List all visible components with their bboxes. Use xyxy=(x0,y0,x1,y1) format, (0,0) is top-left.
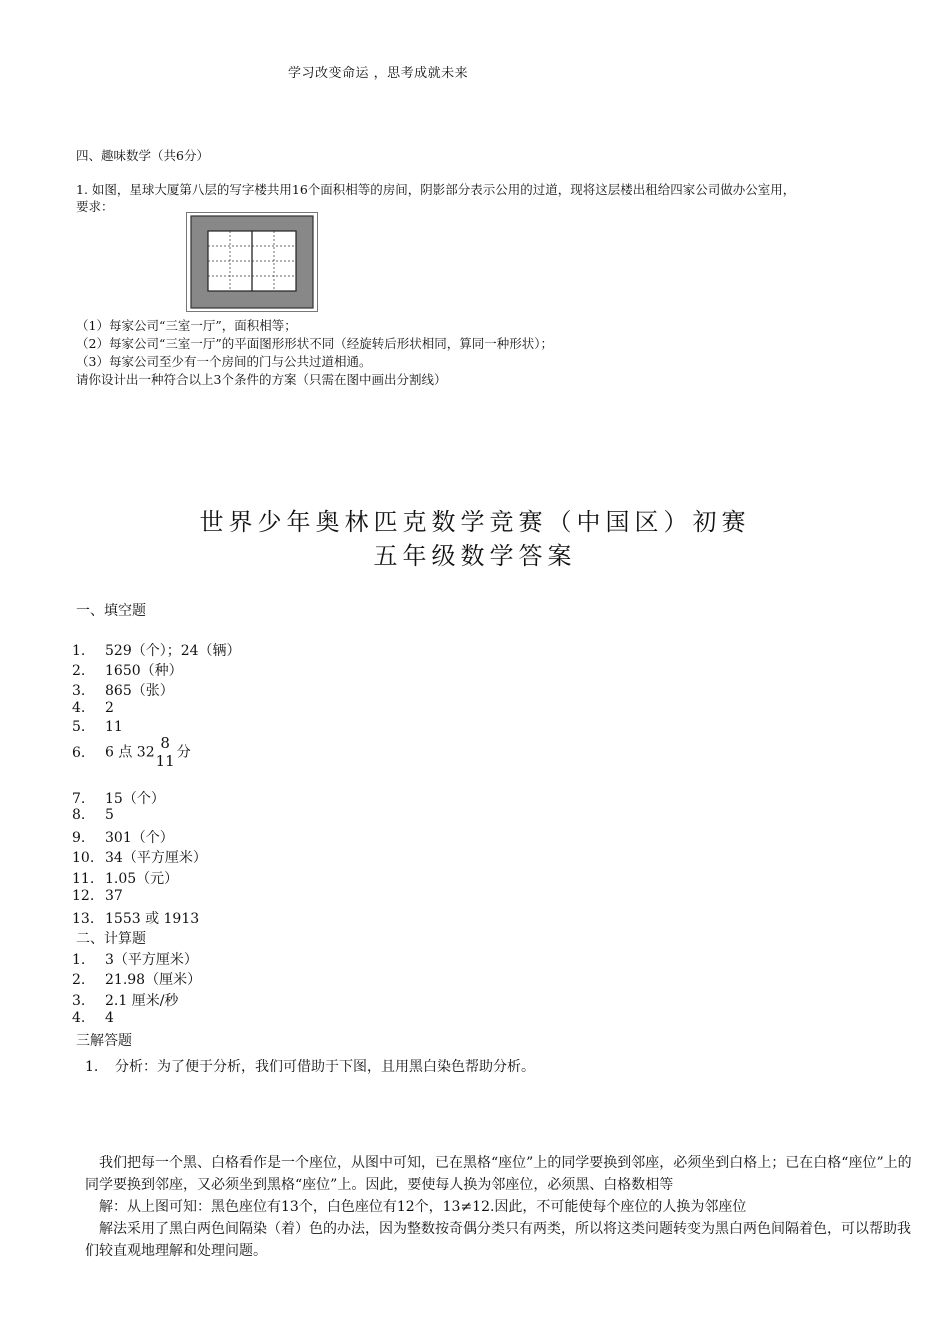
condition-3: （3）每家公司至少有一个房间的门与公共过道相通。 xyxy=(76,354,372,369)
item-number: 6. xyxy=(72,744,86,761)
list-item xyxy=(72,908,199,928)
answer-title-line2: 五年级数学答案 xyxy=(373,542,577,570)
list-item xyxy=(72,788,165,808)
item-answer: 11 xyxy=(105,719,123,735)
item-number: 11. xyxy=(72,871,95,887)
list-item xyxy=(72,680,174,700)
item-answer: 15（个） xyxy=(105,791,165,807)
list-item xyxy=(72,1010,114,1026)
item-answer-prefix: 6 点 32 xyxy=(105,744,155,761)
problem-text-line2: 要求： xyxy=(76,199,114,214)
fraction-denominator: 11 xyxy=(155,752,175,770)
part2-heading: 二、计算题 xyxy=(76,931,146,947)
item-answer: 2 xyxy=(105,700,114,716)
list-item xyxy=(72,969,201,989)
fraction-numerator: 8 xyxy=(160,734,170,752)
item-answer: 301（个） xyxy=(105,830,174,846)
item-answer: 1650（种） xyxy=(105,663,183,679)
item-number: 1. xyxy=(85,1059,99,1075)
item-answer: 5 xyxy=(105,807,114,823)
item-number: 8. xyxy=(72,807,86,823)
item-number: 12. xyxy=(72,888,95,904)
part3-heading: 三解答题 xyxy=(76,1033,132,1049)
item-answer: 2.1 厘米/秒 xyxy=(105,993,179,1009)
item-number: 7. xyxy=(72,791,86,807)
item-answer: 3（平方厘米） xyxy=(105,952,198,968)
floor-plan-figure xyxy=(186,212,318,312)
item-answer: 1.05（元） xyxy=(105,871,179,887)
list-item xyxy=(72,827,174,847)
list-item xyxy=(85,1056,535,1076)
list-item-fraction xyxy=(72,736,191,769)
list-item xyxy=(72,660,183,680)
item-number: 1. xyxy=(72,952,86,968)
item-number: 13. xyxy=(72,911,95,927)
part1-heading: 一、填空题 xyxy=(76,603,146,619)
list-item xyxy=(72,700,114,716)
condition-2: （2）每家公司“三室一厅”的平面图形形状不同（经旋转后形状相同，算同一种形状）； xyxy=(76,336,553,351)
list-item xyxy=(72,719,123,735)
item-answer: 529（个）；24（辆） xyxy=(105,643,241,659)
page-header: 学习改变命运 ，思考成就未来 xyxy=(288,66,469,81)
problem-text-line1: 1. 如图，星球大厦第八层的写字楼共用16个面积相等的房间，阴影部分表示公用的过道，现将这层楼出租给四家公司做办公室用， xyxy=(76,182,796,197)
list-item xyxy=(72,807,114,823)
item-number: 4. xyxy=(72,1010,86,1026)
item-answer: 34（平方厘米） xyxy=(105,850,207,866)
item-answer: 分析：为了便于分析，我们可借助于下图，且用黑白染色帮助分析。 xyxy=(115,1059,535,1075)
explanation-paragraph-2: 解法采用了黑白两色间隔染（着）色的办法，因为整数按奇偶分类只有两类，所以将这类问题转变为黑白两色间隔着色，可以帮助我们较直观地理解和处理问题。 xyxy=(85,1221,911,1259)
item-answer: 21.98（厘米） xyxy=(105,972,202,988)
condition-1: （1）每家公司“三室一厅”，面积相等； xyxy=(76,318,297,333)
item-answer: 4 xyxy=(105,1010,114,1026)
item-number: 2. xyxy=(72,663,86,679)
item-answer: 865（张） xyxy=(105,683,174,699)
list-item xyxy=(72,640,241,660)
list-item xyxy=(72,888,123,904)
item-number: 5. xyxy=(72,719,86,735)
item-number: 2. xyxy=(72,972,86,988)
instruction: 请你设计出一种符合以上3个条件的方案（只需在图中画出分割线） xyxy=(76,372,447,387)
fraction xyxy=(156,736,175,769)
explanation-paragraph-1: 我们把每一个黑、白格看作是一个座位，从图中可知，已在黑格“座位”上的同学要换到邻座，必须坐到白格上；已在白格“座位”上的同学要换到邻座，又必须坐到黑格“座位”上。因此，要使每人换为邻座位，必须黑、白格数相等 xyxy=(85,1155,912,1193)
list-item xyxy=(72,847,207,867)
list-item xyxy=(72,990,178,1010)
item-number: 3. xyxy=(72,993,86,1009)
answer-title-line1: 世界少年奥林匹克数学竞赛（中国区）初赛 xyxy=(199,508,751,536)
list-item xyxy=(72,949,198,969)
item-number: 4. xyxy=(72,700,86,716)
item-answer-suffix: 分 xyxy=(176,744,191,761)
item-number: 9. xyxy=(72,830,86,846)
solution-paragraph: 解：从上图可知：黑色座位有13个，白色座位有12个，13≠12.因此，不可能使每个座位的人换为邻座位 xyxy=(99,1199,747,1215)
item-number: 3. xyxy=(72,683,86,699)
item-answer: 37 xyxy=(105,888,123,904)
item-number: 10. xyxy=(72,850,95,866)
list-item xyxy=(72,868,178,888)
item-answer: 1553 或 1913 xyxy=(105,911,200,927)
item-number: 1. xyxy=(72,643,86,659)
section4-title: 四、趣味数学（共6分） xyxy=(76,148,209,163)
